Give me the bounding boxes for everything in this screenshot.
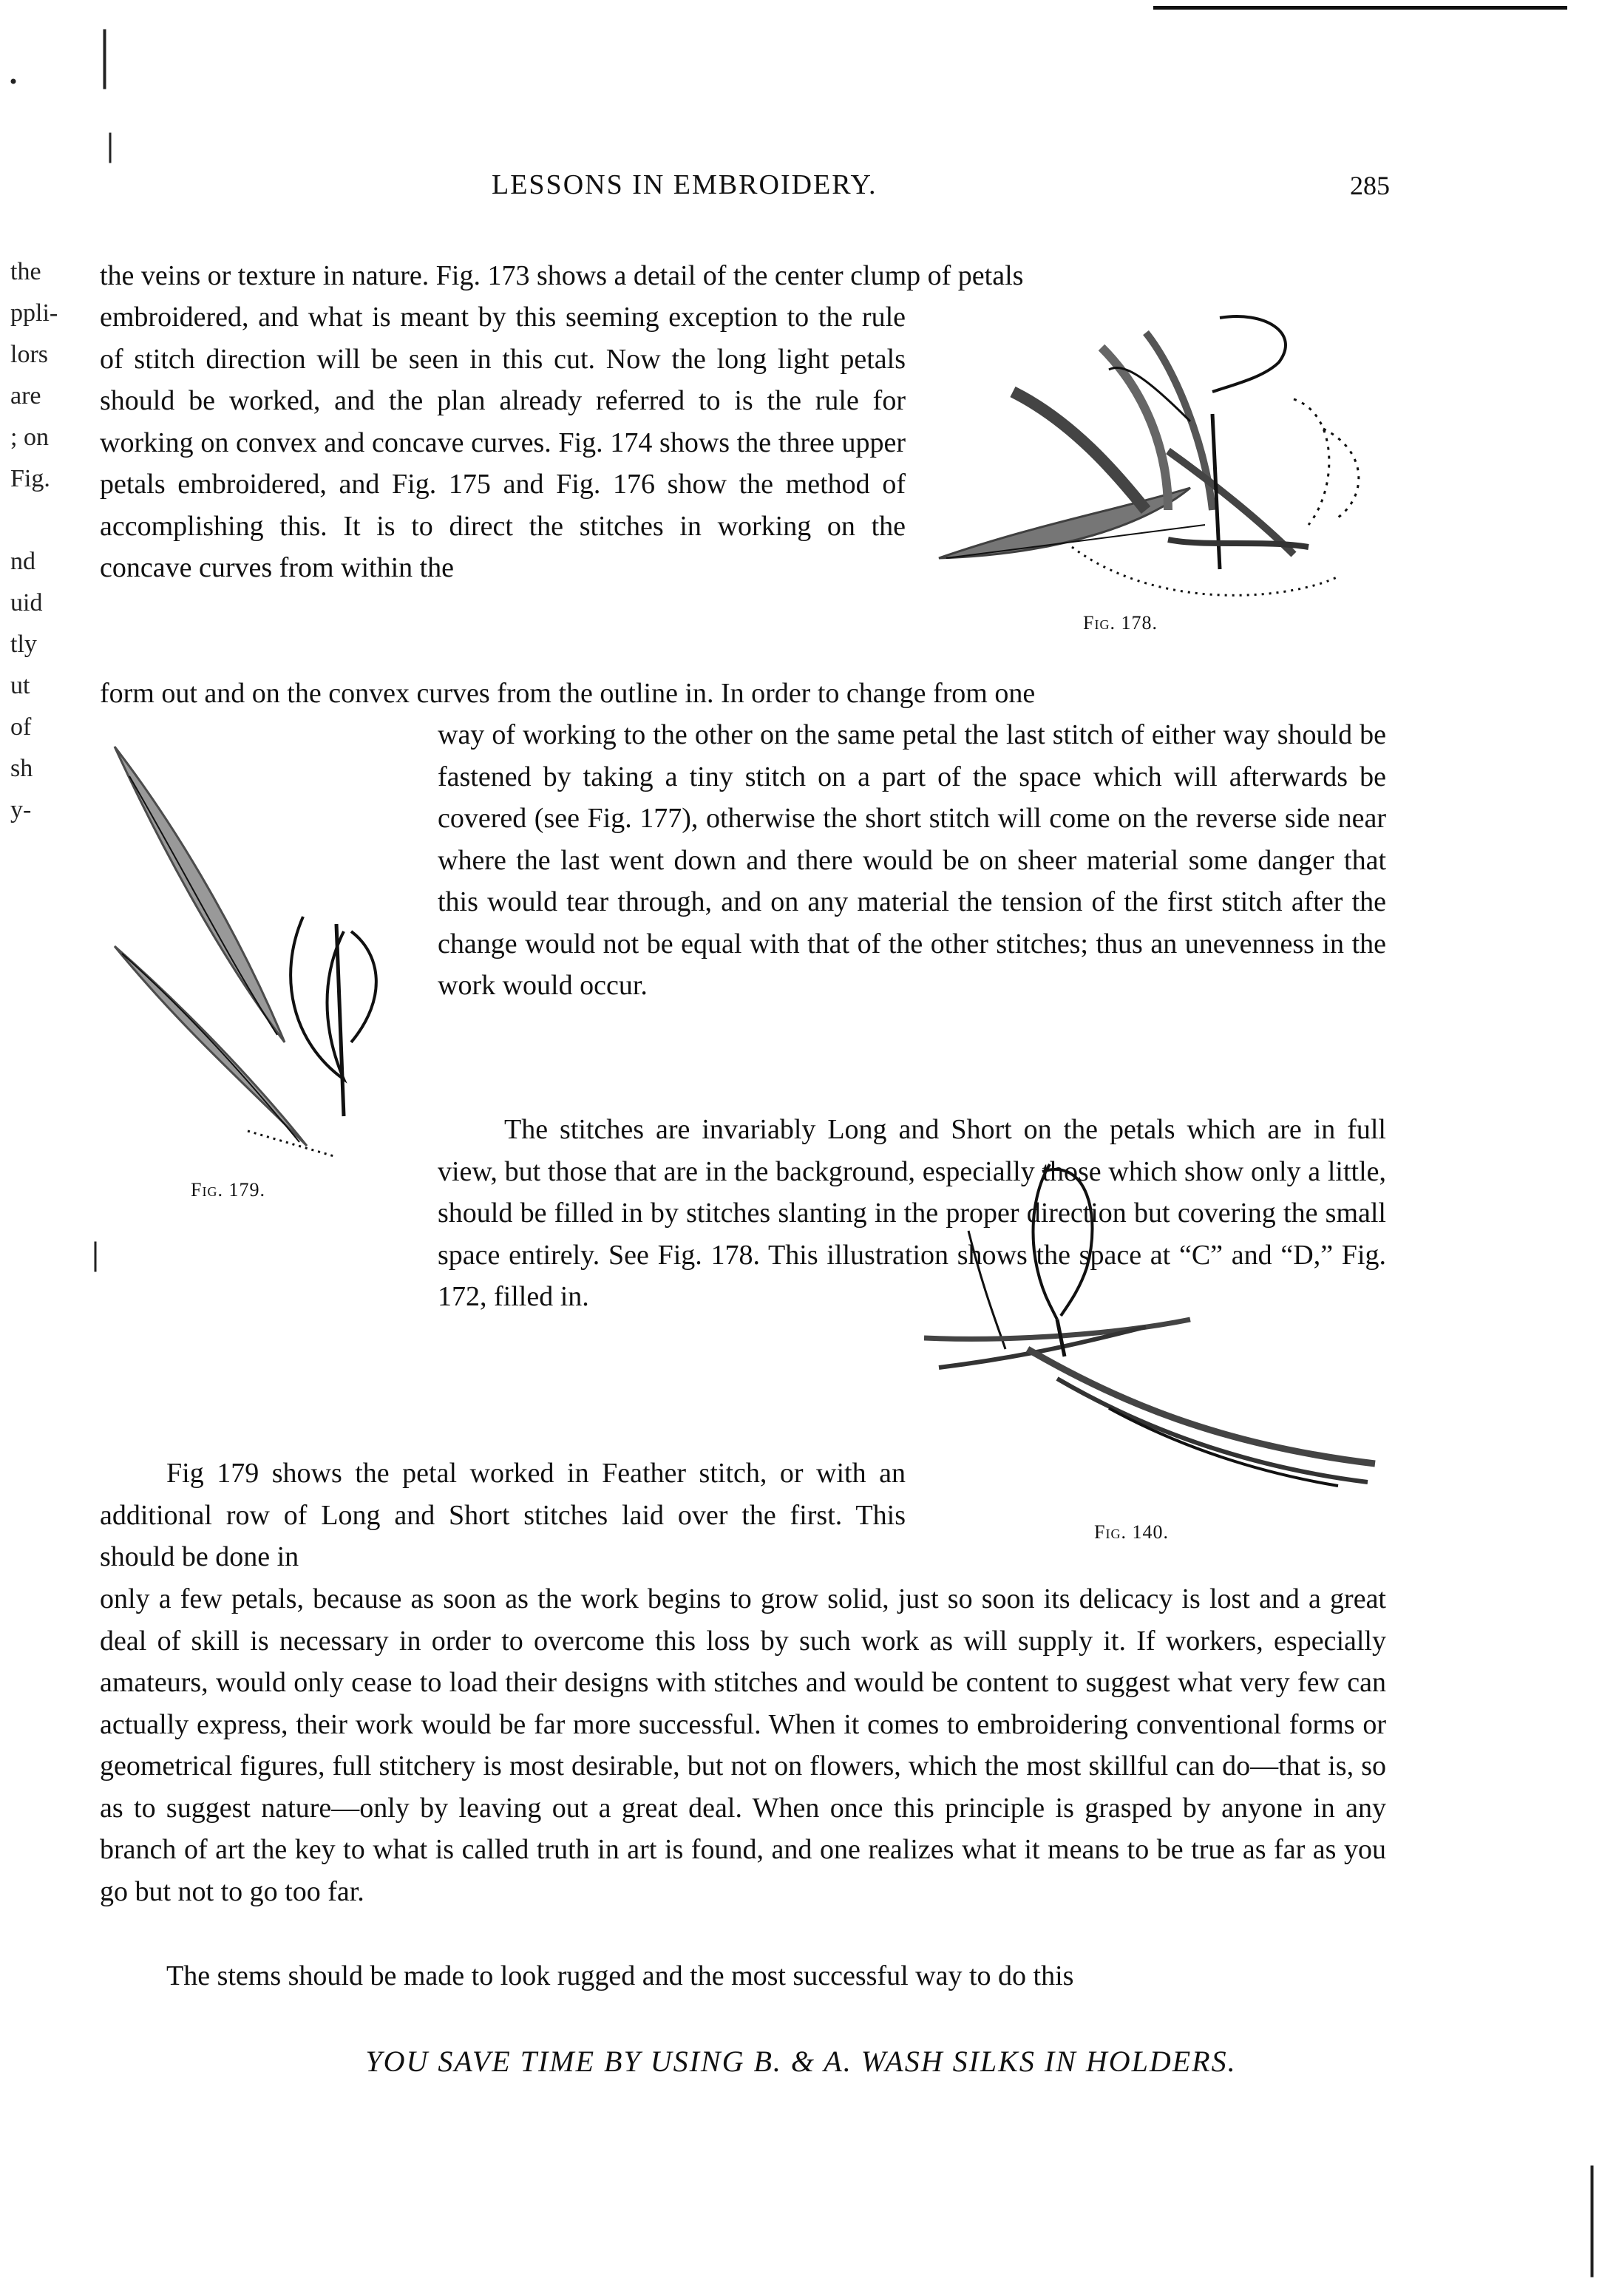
fragment: y- [10, 796, 32, 823]
running-title: LESSONS IN EMBROIDERY. [492, 169, 878, 200]
paragraph-1-first-line: the veins or texture in nature. Fig. 173 shows a detail of the center clump of petals [100, 260, 1024, 291]
fragment: are [10, 382, 41, 410]
figure-179-caption: Fig. 179. [191, 1179, 265, 1200]
figure-140-caption: Fig. 140. [1094, 1521, 1169, 1543]
paragraph-4: The stems should be made to look rugged and the most successful way to do this [166, 1960, 1074, 1991]
fragment: tly [10, 631, 37, 658]
paragraph-1-full-line: form out and on the convex curves from the outline in. In order to change from one [100, 678, 1036, 709]
fragment: sh [10, 755, 33, 782]
fragment: ppli- [10, 299, 58, 327]
page-number: 285 [1350, 171, 1390, 200]
fragment: uid [10, 589, 43, 617]
paragraph-1-right: way of working to the other on the same petal the last stitch of either way should be fastened by taking a tiny stitch on a part of the space which will afterwards be covered (see Fig. 177), otherwise the short stitch will come on the reverse side near where the last went down and there would be on sheer material some danger that this would tear through, and on any material the tension of the first stitch after the change would not be equal with that of the other stitches; thus an unevenness in the work would occur. [438, 719, 1386, 1001]
paragraph-3-narrow: Fig 179 shows the petal worked in Feather stitch, or with an additional row of Long and Short stitches laid over the first. This should be done in [100, 1458, 906, 1572]
footer-advertisement: YOU SAVE TIME BY USING B. & A. WASH SILKS IN HOLDERS. [365, 2045, 1237, 2078]
paragraph-3-full: only a few petals, because as soon as the work begins to grow solid, just so soon its delicacy is lost and a great deal of skill is necessary in order to overcome this loss by such work as will supply it. If workers, especially amateurs, would only cease to load their designs with stitches and would be content to suggest what very few can actually express, their work would be far more successful. When it comes to embroidering conventional forms or geometrical figures, full stitchery is most desirable, but not on flowers, which the most skillful can do—that is, so as to suggest nature—only by leaving out a great deal. When once this principle is grasped by anyone in any branch of art the key to what is called truth in art is found, and one realizes what it means to be true as far as you go but not to go too far. [100, 1583, 1386, 1907]
paragraph-2-text: The stitches are invariably Long and Short on the petals which are in full view, but those that are in the background, especially those which show only a little, should be filled in by stitches slanting in the proper direction but covering the small space entirely. See Fig. 178. This illustration shows the space at “C” and “D,” Fig. 172, filled in. [438, 1114, 1386, 1312]
fragment: of [10, 713, 32, 741]
fragment: ; on [10, 424, 49, 451]
figure-178-caption: Fig. 178. [1083, 612, 1158, 634]
fragment: lors [10, 341, 48, 368]
fragment: nd [10, 548, 35, 575]
fragment: the [10, 258, 41, 285]
paragraph-1-narrow: embroidered, and what is meant by this seeming exception to the rule of stitch direction will be seen in this cut. Now the long light petals should be worked, and the plan already referred to is the rule for working on convex and concave curves. Fig. 174 shows the three upper petals embroidered, and Fig. 175 and Fig. 176 show the method of accomplishing this. It is to direct the stitches in working on the concave curves from within the [100, 302, 906, 583]
fragment: ut [10, 672, 30, 699]
fragment: Fig. [10, 465, 50, 492]
